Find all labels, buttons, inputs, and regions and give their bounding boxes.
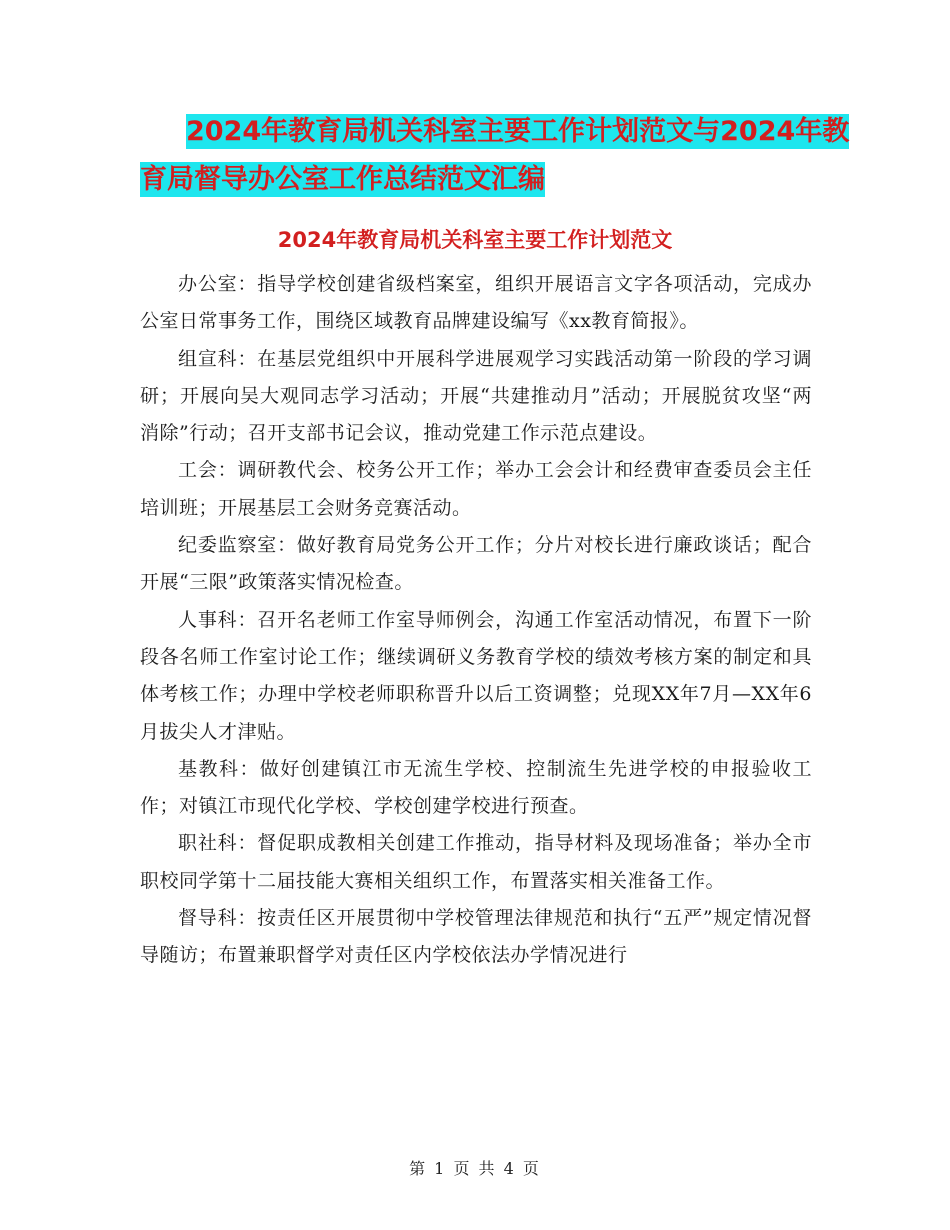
page-footer: 第 1 页 共 4 页: [409, 1159, 541, 1178]
document-title-line-2: 育局督导办公室工作总结范文汇编: [140, 164, 545, 195]
paragraph-organization: 组宣科：在基层党组织中开展科学进展观学习实践活动第一阶段的学习调研；开展向吴大观同志学习活动；开展“共建推动月”活动；开展脱贫攻坚“两消除”行动；召开支部书记会议，推动党建工作示范点建设。: [140, 347, 812, 445]
paragraph-personnel: 人事科：召开名老师工作室导师例会，沟通工作室活动情况，布置下一阶段各名师工作室讨论工作；继续调研义务教育学校的绩效考核方案的制定和具体考核工作；办理中学校老师职称晋升以后工资调整；兑现XX年7月—XX年6月拔尖人才津贴。: [140, 608, 812, 743]
section-title: 2024年教育局机关科室主要工作计划范文: [277, 228, 673, 252]
document-title: [130, 108, 850, 204]
paragraph-office: 办公室：指导学校创建省级档案室，组织开展语言文字各项活动，完成办公室日常事务工作，围绕区域教育品牌建设编写《xx教育简报》。: [140, 273, 812, 333]
paragraph-supervision: 督导科：按责任区开展贯彻中学校管理法律规范和执行“五严”规定情况督导随访；布置兼职督学对责任区内学校依法办学情况进行: [140, 907, 812, 967]
paragraph-union: 工会：调研教代会、校务公开工作；举办工会会计和经费审查委员会主任培训班；开展基层工会财务竞赛活动。: [140, 459, 812, 519]
document-title-line-1: 2024年教育局机关科室主要工作计划范文与2024年教: [186, 116, 850, 147]
document-body: [140, 266, 812, 975]
paragraph-vocational: 职社科：督促职成教相关创建工作推动，指导材料及现场准备；举办全市职校同学第十二届技能大赛相关组织工作，布置落实相关准备工作。: [140, 832, 812, 892]
paragraph-discipline: 纪委监察室：做好教育局党务公开工作；分片对校长进行廉政谈话；配合开展“三限”政策落实情况检查。: [140, 534, 812, 594]
paragraph-basic-education: 基教科：做好创建镇江市无流生学校、控制流生先进学校的申报验收工作；对镇江市现代化学校、学校创建学校进行预查。: [140, 757, 812, 818]
